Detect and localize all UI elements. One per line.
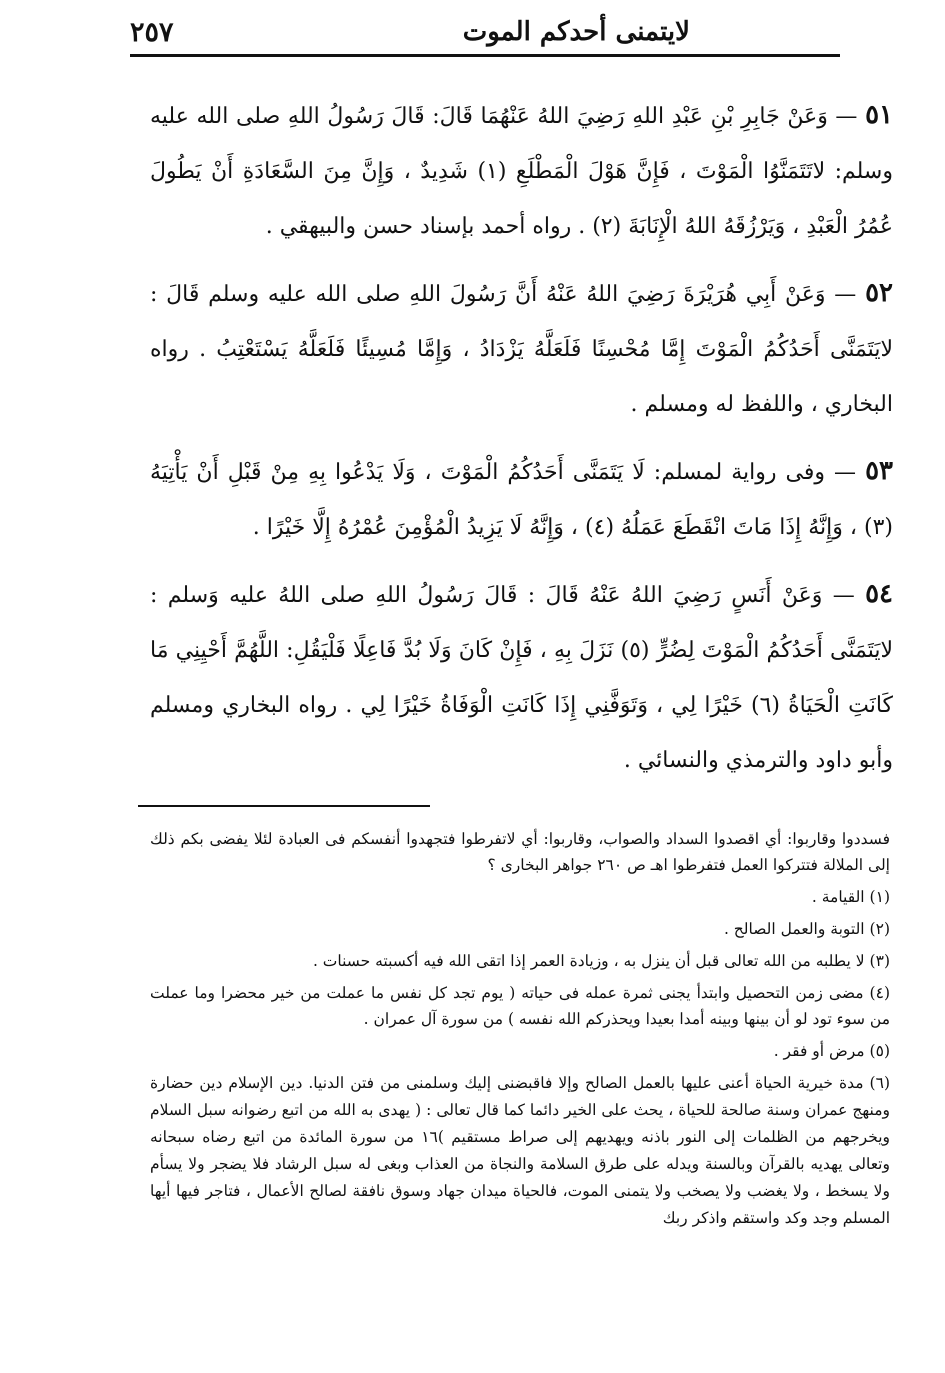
hadith-number: ٥١: [865, 100, 893, 130]
footnote-number: (٤): [869, 984, 890, 1002]
footnote-text: مدة خيرية الحياة أعنى عليها بالعمل الصالح وإلا فاقبضنى إليك وسلمنى من فتن الدنيا. دين الإسلام دين حضارة ومنهج عمران وسنة صالحة للحياة ، يحث على الخير دائما كما قال تعالى : ( يهدى به الله من اتبع رضوانه سبل السلام ويخرجهم من الظلمات إلى النور باذنه ويهديهم إلى صراط مستقيم )١٦ من سورة المائدة من اتبع رضاه سبحانه وتعالى يهديه بالقرآن وبالسنة ويدله على طرق السلامة والنجاة من العذاب وبغى له سبل الرشاد فلا يضجر ولا يسأم ولا يسخط ، ولا يغضب ولا يصخب ولا يتمنى الموت، فالحياة ميدان جهاد وسوق نافقة لصالح الأعمال ، فتاجر فيها أيها المسلم وجد وكد واستقم واذكر ربك: [150, 1074, 890, 1227]
main-text: [150, 88, 893, 800]
hadith-number: ٥٤: [865, 579, 894, 609]
footnote-number: (٣): [869, 952, 890, 970]
footnote-number: (١): [869, 888, 890, 906]
footnote-6: [150, 1070, 890, 1232]
footnotes: [150, 826, 890, 1238]
footnote-number: (٥): [869, 1042, 890, 1060]
footnote-3: [150, 948, 890, 974]
page-header: [130, 10, 840, 57]
hadith-51: [150, 88, 893, 254]
footnote-text: القيامة .: [811, 888, 865, 906]
page-number: ٢٥٧: [130, 16, 174, 48]
hadith-text: — وفى رواية لمسلم: لَا يَتَمَنَّى أَحَدُكُمُ الْمَوْتَ ، وَلَا يَدْعُوا بِهِ مِنْ قَبْلِ أَنْ يَأْتِيَهُ (٣) ، وَإِنَّهُ إِذَا مَاتَ انْقَطَعَ عَمَلُهُ (٤) ، وَإِنَّهُ لَا يَزِيدُ الْمُؤْمِنَ عُمْرُهُ إِلَّا خَيْرًا .: [150, 460, 893, 540]
hadith-number: ٥٣: [865, 456, 893, 486]
footnote-4: [150, 980, 890, 1032]
footnote-5: [150, 1038, 890, 1064]
hadith-text: — وَعَنْ جَابِرِ بْنِ عَبْدِ اللهِ رَضِيَ اللهُ عَنْهُمَا قَالَ: قَالَ رَسُولُ اللهِ صلى الله عليه وسلم: لاتَتَمَنَّوُا الْمَوْتَ ، فَإِنَّ هَوْلَ الْمَطْلَعِ (١) شَدِيدٌ ، وَإِنَّ مِنَ السَّعَادَةِ أَنْ يَطُولَ عُمُرُ الْعَبْدِ ، وَيَرْزُقَهُ اللهُ الْإِنَابَةَ (٢) . رواه أحمد بإسناد حسن والبيهقي .: [150, 104, 893, 239]
footnote-number: (٢): [869, 920, 890, 938]
hadith-number: ٥٢: [865, 278, 893, 308]
footnote-2: [150, 916, 890, 942]
footnote-text: لا يطلبه من الله تعالى قبل أن ينزل به ، وزيادة العمر إذا اتقى الله فيه أكسبته حسنات .: [312, 952, 865, 970]
footnote-1: [150, 884, 890, 910]
hadith-text: — وَعَنْ أَنَسٍ رَضِيَ اللهُ عَنْهُ قَالَ : قَالَ رَسُولُ اللهِ صلى اللهُ عليه وَسلم : لايَتَمَنَّى أَحَدُكُمُ الْمَوْتَ لِضُرٍّ (٥) نَزَلَ بِهِ ، فَإِنْ كَانَ وَلَا بُدَّ فَاعِلًا فَلْيَقُلِ: اللَّهُمَّ أَحْيِنِي مَا كَانَتِ الْحَيَاةُ (٦) خَيْرًا لِي ، وَتَوَفَّنِي إِذَا كَانَتِ الْوَفَاةُ خَيْرًا لِي . رواه البخاري ومسلم وأبو داود والترمذي والنسائي .: [150, 583, 893, 773]
footnote-text: مرض أو فقر .: [773, 1042, 865, 1060]
hadith-52: [150, 266, 893, 432]
hadith-54: [150, 567, 893, 788]
footnote-number: (٦): [869, 1074, 890, 1092]
footnote-intro: فسددوا وقاربوا: أي اقصدوا السداد والصواب، وقاربوا: أي لاتفرطوا فتجهدوا أنفسكم فى العبادة لئلا يفضى بكم ذلك إلى الملالة فتتركوا العمل فتفرطوا اهـ ص ٢٦٠ جواهر البخارى ؟: [150, 830, 890, 874]
hadith-text: — وَعَنْ أَبِي هُرَيْرَةَ رَضِيَ اللهُ عَنْهُ أَنَّ رَسُولَ اللهِ صلى الله عليه وسلم قَالَ : لايَتَمَنَّى أَحَدُكُمُ الْمَوْتَ إِمَّا مُحْسِنًا فَلَعَلَّهُ يَزْدَادُ ، وَإِمَّا مُسِيئًا فَلَعَلَّهُ يَسْتَعْتِبُ . رواه البخاري ، واللفظ له ومسلم .: [150, 282, 893, 417]
hadith-53: [150, 444, 893, 555]
footnote-divider: [138, 805, 430, 807]
footnote-text: التوبة والعمل الصالح .: [723, 920, 865, 938]
running-title: لايتمنى أحدكم الموت: [462, 17, 690, 47]
footnote-text: مضى زمن التحصيل وابتدأ يجنى ثمرة عمله فى حياته ( يوم تجد كل نفس ما عملت من خير محضرا وما عملت من سوء تود لو أن بينها وبينه أمدا بعيدا ويحذركم الله نفسه ) من سورة آل عمران .: [150, 984, 890, 1028]
